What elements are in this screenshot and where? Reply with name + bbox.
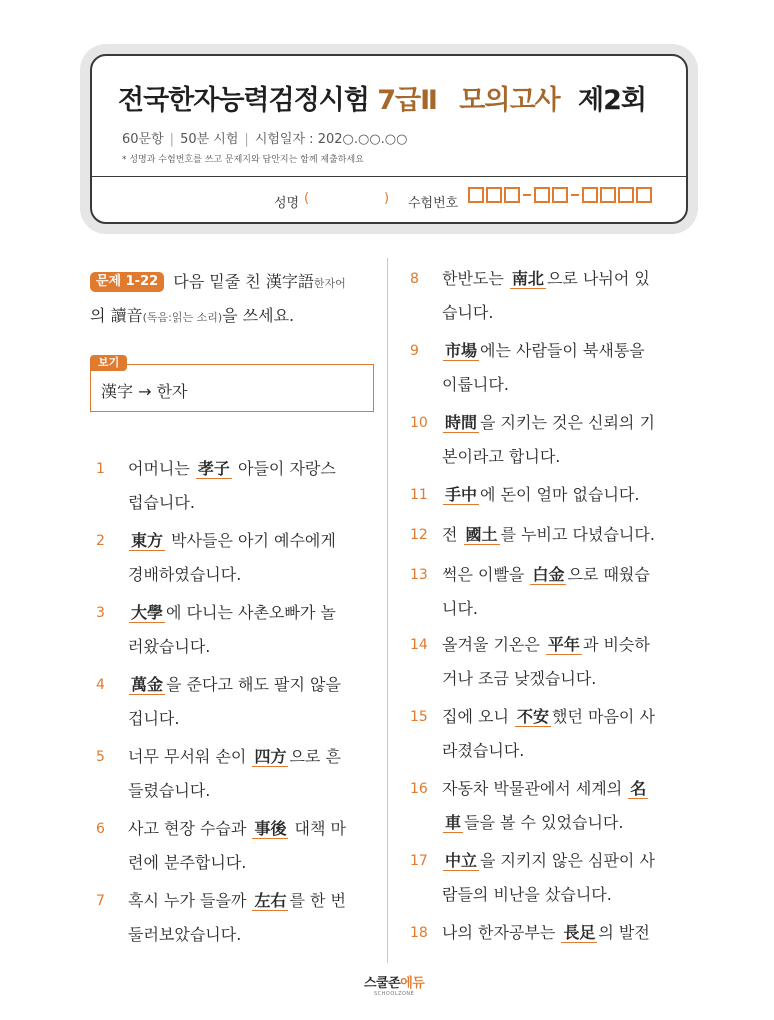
question-text: 을 지키는 것은 신뢰의 기 <box>480 413 655 432</box>
question-text: 을 준다고 해도 팔지 않을 <box>166 675 341 694</box>
question-number: 18 <box>410 925 428 941</box>
question-text: 과 비슷하 <box>582 635 650 654</box>
question-text: 나의 한자공부는 <box>442 923 561 942</box>
target-word: 事後 <box>254 819 287 838</box>
question-number: 3 <box>96 605 105 621</box>
question-item <box>96 668 381 736</box>
exam-title <box>118 78 646 117</box>
question-text: 에는 사람들이 북새통을 <box>480 341 645 360</box>
question-text: 습니다. <box>442 303 494 322</box>
question-text: 으로 흔 <box>289 747 341 766</box>
target-word: 白金 <box>532 565 565 584</box>
question-number: 12 <box>410 527 428 543</box>
exam-info <box>122 128 407 147</box>
target-word: 手中 <box>445 485 478 504</box>
question-count: 60문항 <box>122 132 164 147</box>
question-number: 5 <box>96 749 105 765</box>
exam-header-card <box>90 54 688 224</box>
question-text: 니다. <box>442 599 478 618</box>
exam-number-boxes <box>468 187 654 203</box>
question-text: 러왔습니다. <box>128 637 211 656</box>
target-word: 萬金 <box>131 675 164 694</box>
question-item <box>410 478 700 512</box>
name-paren-close: ) <box>384 191 390 206</box>
question-number: 1 <box>96 461 105 477</box>
question-text: 으로 나뉘어 있 <box>546 269 650 288</box>
question-text: 어머니는 <box>128 459 195 478</box>
question-range-badge: 문제 1-22 <box>90 272 164 292</box>
question-number: 7 <box>96 893 105 909</box>
exam-date: 시험일자 : 202○.○○.○○ <box>254 132 408 147</box>
target-word: 名 <box>630 779 647 798</box>
question-text: 한반도는 <box>442 269 509 288</box>
question-text: 아들이 자랑스 <box>232 459 336 478</box>
question-text: 올겨울 기온은 <box>442 635 545 654</box>
question-item <box>96 596 381 664</box>
question-text: 둘러보았습니다. <box>128 925 242 944</box>
logo-text: 스쿨존 <box>364 976 401 991</box>
question-text: 를 누비고 다녔습니다. <box>500 525 655 544</box>
instruction-hanja: 漢字語 <box>265 272 314 291</box>
exam-number-box <box>486 187 502 203</box>
info-separator: | <box>244 132 249 147</box>
question-item <box>410 262 700 330</box>
question-number: 6 <box>96 821 105 837</box>
info-separator: | <box>169 132 175 147</box>
question-text: 들을 볼 수 있었습니다. <box>464 813 624 832</box>
question-item <box>410 700 700 768</box>
question-text: 너무 무서워 손이 <box>128 747 252 766</box>
question-text: 의 발전 <box>598 923 650 942</box>
target-word: 左右 <box>254 891 287 910</box>
question-number: 13 <box>410 567 428 583</box>
question-number: 2 <box>96 533 105 549</box>
target-word: 四方 <box>254 747 287 766</box>
question-number: 8 <box>410 271 419 287</box>
question-text: 겁니다. <box>128 709 180 728</box>
question-text: 에 돈이 얼마 없습니다. <box>480 485 640 504</box>
question-item <box>96 452 381 520</box>
target-word: 中立 <box>445 851 478 870</box>
exam-number-box <box>534 187 550 203</box>
exam-number-label: 수험번호 <box>408 196 459 211</box>
target-word: 長足 <box>563 923 596 942</box>
exam-title-main: 전국한자능력검정시험 <box>118 85 369 116</box>
instruction-text: 다음 밑줄 친 <box>173 272 261 291</box>
instruction-reading: (독음:읽는 소리) <box>142 311 223 324</box>
question-item <box>96 524 381 592</box>
target-word: 孝子 <box>197 459 230 478</box>
question-text: 라졌습니다. <box>442 741 525 760</box>
column-divider <box>387 258 388 963</box>
question-text: 썩은 이빨을 <box>442 565 530 584</box>
question-number: 4 <box>96 677 105 693</box>
exam-number-box <box>552 187 568 203</box>
question-item <box>96 884 381 952</box>
logo-accent: 에듀 <box>400 976 425 991</box>
target-word: 市場 <box>445 341 478 360</box>
question-number: 15 <box>410 709 428 725</box>
question-text: 집에 오니 <box>442 707 514 726</box>
question-item <box>410 628 700 696</box>
exam-time: 50분 시험 <box>180 132 239 147</box>
publisher-logo <box>364 972 424 997</box>
exam-number-box <box>468 187 484 203</box>
target-word: 東方 <box>131 531 164 550</box>
question-text: 경배하였습니다. <box>128 565 242 584</box>
exam-mock-label: 모의고사 <box>459 85 560 116</box>
question-text: 들렸습니다. <box>128 781 211 800</box>
exam-number-dash <box>571 194 579 196</box>
exam-number-box <box>636 187 652 203</box>
question-item <box>410 518 700 552</box>
question-text: 련에 분주합니다. <box>128 853 247 872</box>
question-text: 럽습니다. <box>128 493 195 512</box>
instruction <box>90 266 380 334</box>
question-number: 11 <box>410 487 428 503</box>
exam-number-box <box>618 187 634 203</box>
question-text: 거나 조금 낮겠습니다. <box>442 669 597 688</box>
target-word: 不安 <box>517 707 550 726</box>
target-word: 平年 <box>547 635 580 654</box>
exam-level: 7급Ⅱ <box>377 85 437 116</box>
question-number: 16 <box>410 781 428 797</box>
question-text: 대책 마 <box>289 819 347 838</box>
question-text: 자동차 박물관에서 세계의 <box>442 779 628 798</box>
question-text: 를 한 번 <box>289 891 347 910</box>
question-text: 박사들은 아기 예수에게 <box>166 531 336 550</box>
instruction-text: 을 쓰세요. <box>222 306 295 325</box>
question-text: 사고 현장 수습과 <box>128 819 252 838</box>
question-text: 전 <box>442 525 463 544</box>
question-number: 9 <box>410 343 419 359</box>
exam-number-box <box>600 187 616 203</box>
question-item <box>410 406 700 474</box>
question-number: 14 <box>410 637 428 653</box>
target-word: 車 <box>445 813 462 832</box>
exam-number-box <box>582 187 598 203</box>
question-text: 을 지키지 않은 심판이 사 <box>480 851 655 870</box>
exam-note: * 성명과 수험번호를 쓰고 문제지와 답안지는 함께 제출하세요 <box>122 155 364 165</box>
name-paren-open: ( <box>304 191 310 206</box>
question-item <box>96 740 381 808</box>
example-box <box>90 364 374 412</box>
question-text: 본이라고 합니다. <box>442 447 561 466</box>
logo-subtext: SCHOOLZONE <box>373 991 415 997</box>
target-word: 國土 <box>465 525 498 544</box>
question-text: 으로 때웠습 <box>567 565 650 584</box>
question-text: 혹시 누가 들을까 <box>128 891 252 910</box>
question-number: 10 <box>410 415 428 431</box>
example-arrow: → <box>133 382 157 401</box>
question-item <box>410 772 700 840</box>
question-item <box>96 812 381 880</box>
question-text: 람들의 비난을 샀습니다. <box>442 885 612 904</box>
exam-round: 제2회 <box>578 85 646 116</box>
example-hanja: 漢字 <box>101 382 134 401</box>
question-item <box>410 558 700 626</box>
example-answer: 한자 <box>156 382 188 401</box>
exam-number-dash <box>523 194 531 196</box>
target-word: 南北 <box>511 269 544 288</box>
target-word: 大學 <box>131 603 164 622</box>
name-label: 성명 <box>274 196 300 211</box>
target-word: 時間 <box>445 413 478 432</box>
question-text: 했던 마음이 사 <box>552 707 655 726</box>
question-item <box>410 334 700 402</box>
instruction-reading: 한자어 <box>313 277 346 290</box>
instruction-text: 의 <box>90 306 106 325</box>
question-text: 에 다니는 사촌오빠가 놀 <box>166 603 336 622</box>
exam-number-box <box>504 187 520 203</box>
instruction-hanja: 讀音 <box>110 306 143 325</box>
question-item <box>410 916 700 950</box>
question-item <box>410 844 700 912</box>
question-text: 이룹니다. <box>442 375 509 394</box>
example-tag: 보기 <box>90 355 127 371</box>
card-divider <box>92 176 686 177</box>
question-number: 17 <box>410 853 428 869</box>
